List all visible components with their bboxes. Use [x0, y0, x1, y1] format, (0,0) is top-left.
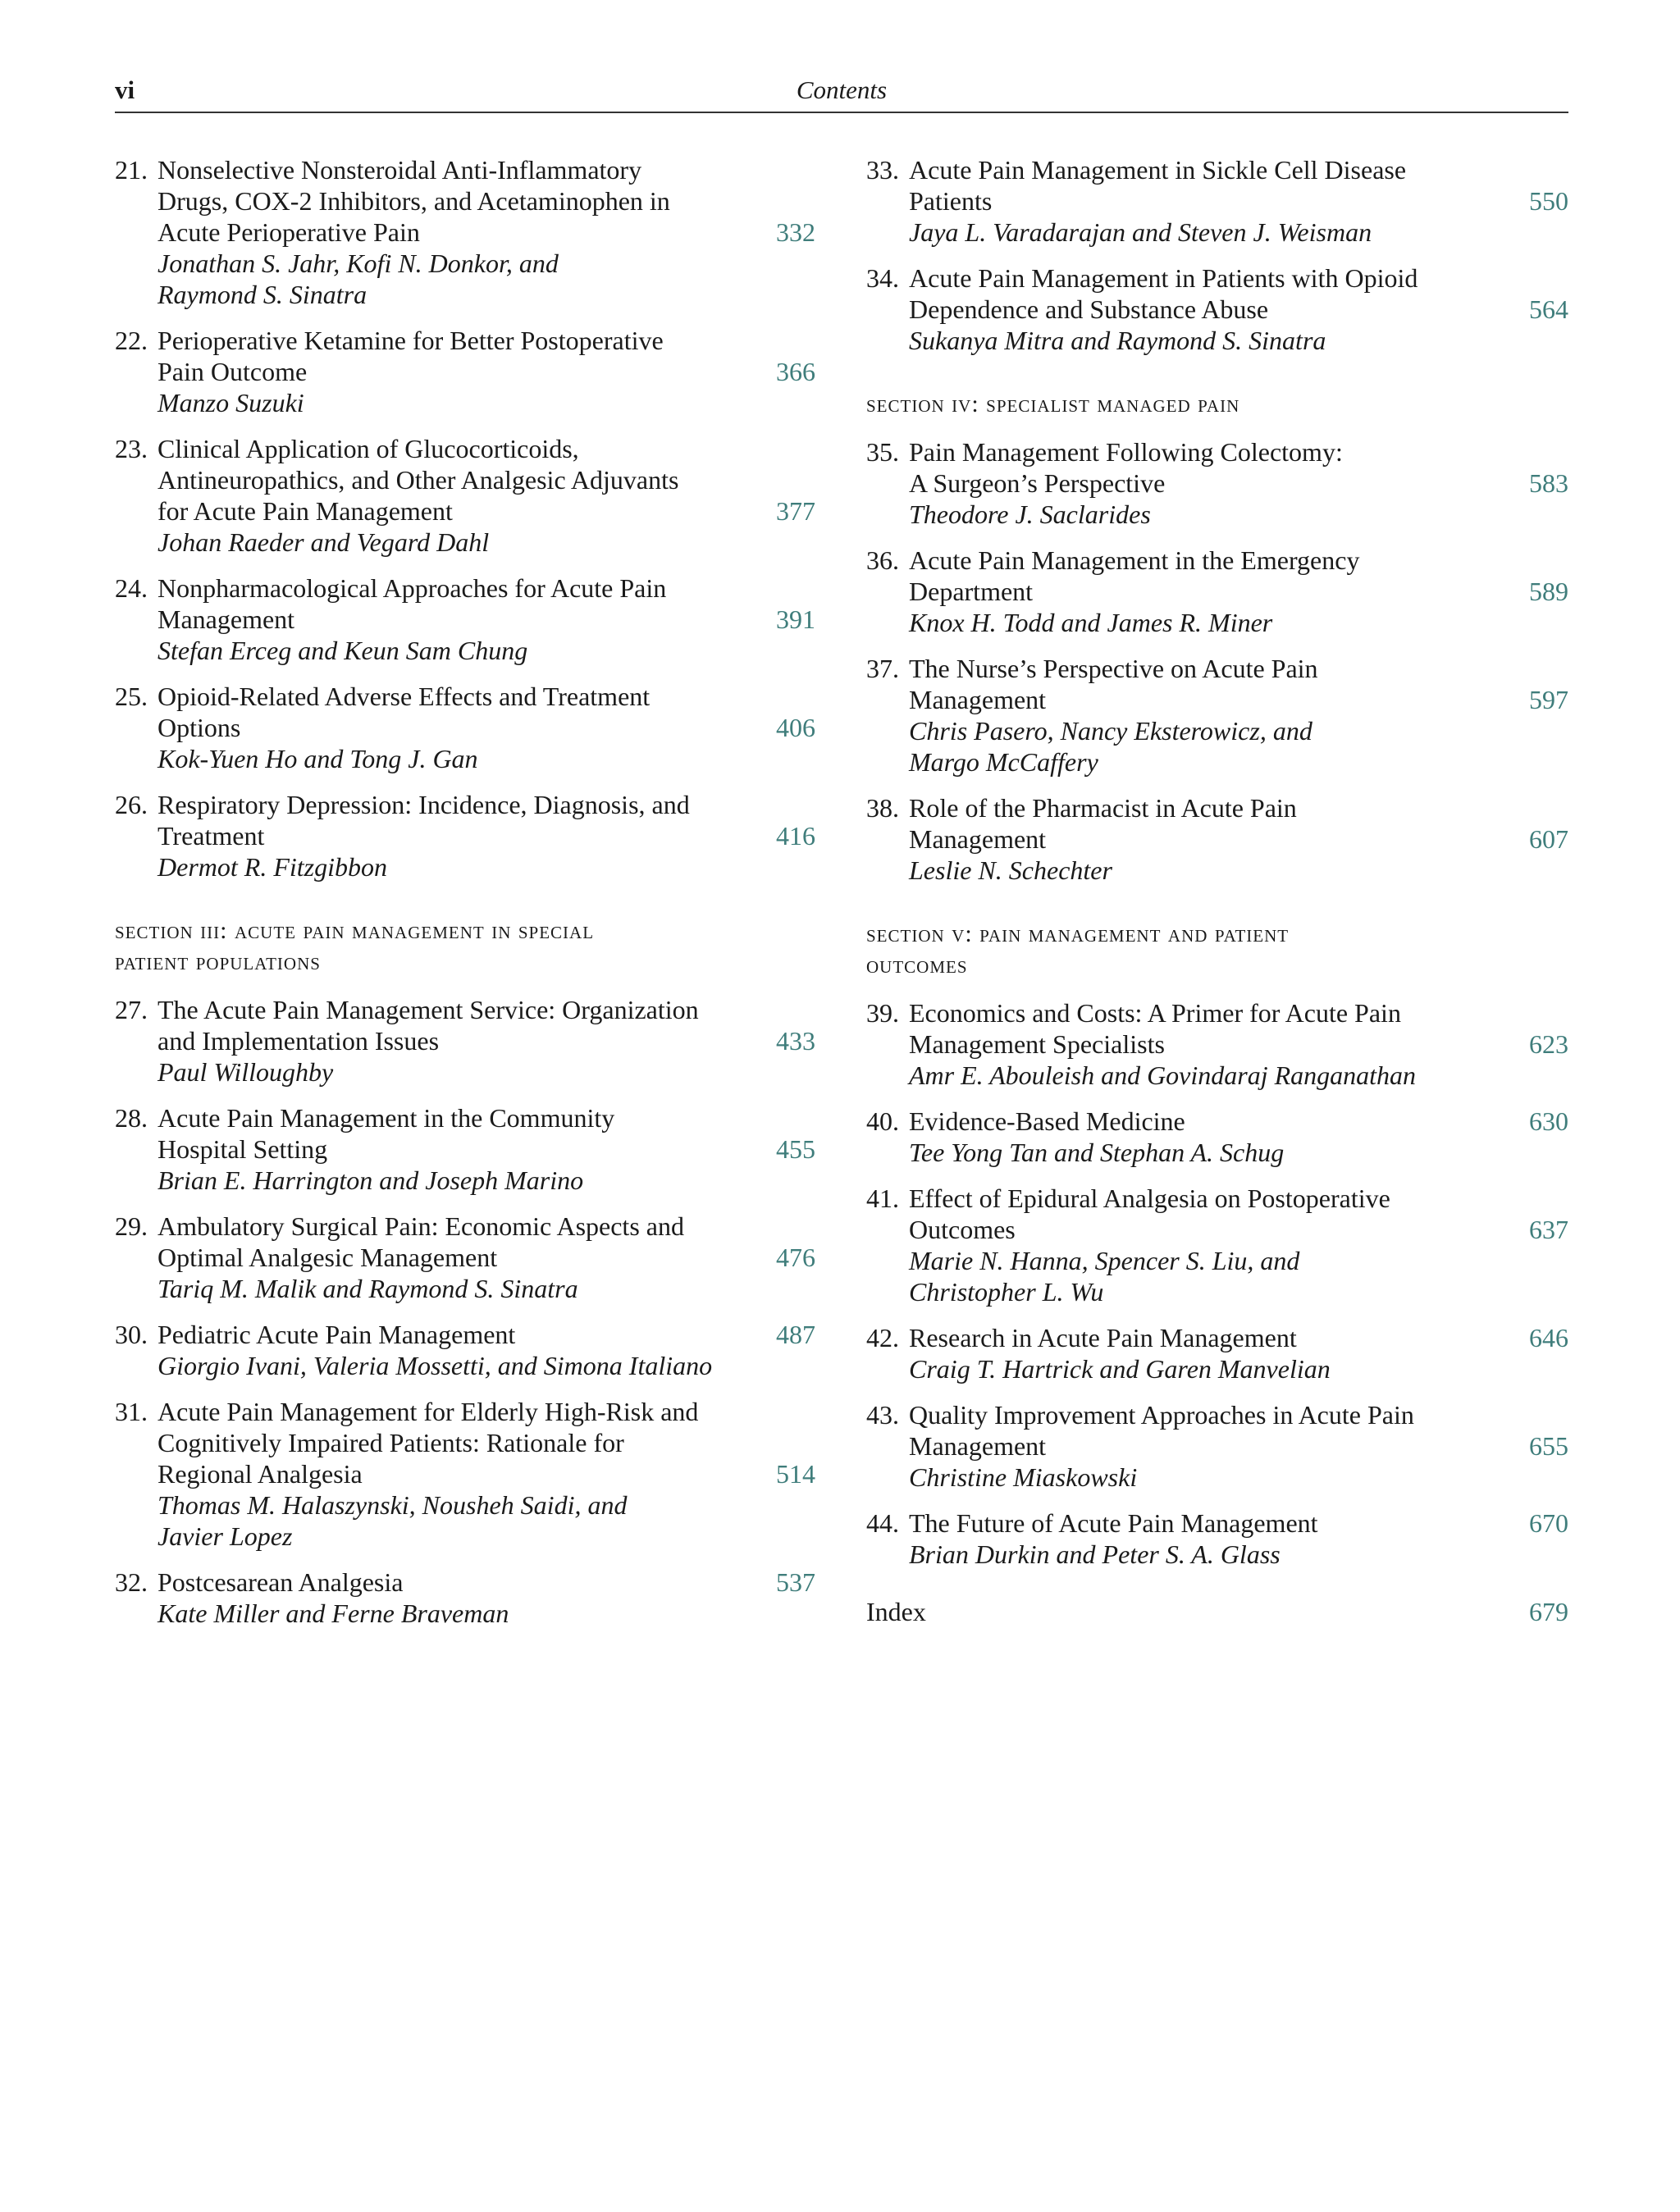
toc-entry[interactable] — [866, 1183, 1568, 1307]
chapter-body — [158, 994, 725, 1088]
chapter-title-line: Hospital Setting — [158, 1134, 328, 1164]
chapter-body — [909, 1322, 1478, 1384]
chapter-title-line: Effect of Epidural Analgesia on Postoperative — [909, 1184, 1390, 1213]
chapter-page-link[interactable]: 646 — [1529, 1323, 1568, 1352]
chapter-number: 26. — [115, 790, 148, 819]
chapter-authors-line: Margo McCaffery — [909, 747, 1098, 777]
chapter-page-link[interactable]: 391 — [776, 604, 815, 634]
chapter-number: 30. — [115, 1320, 148, 1349]
chapter-body — [909, 1507, 1478, 1570]
toc-entry[interactable] — [115, 1396, 815, 1552]
chapter-page-link[interactable]: 623 — [1529, 1029, 1568, 1059]
toc-entry[interactable] — [866, 1106, 1568, 1168]
chapter-title-line: Ambulatory Surgical Pain: Economic Aspects and — [158, 1211, 684, 1241]
chapter-number: 23. — [115, 434, 148, 463]
chapter-authors-line: Thomas M. Halaszynski, Nousheh Saidi, and — [158, 1490, 628, 1520]
chapter-title-line: The Acute Pain Management Service: Organization — [158, 995, 699, 1024]
toc-entry[interactable] — [866, 1507, 1568, 1570]
chapter-title-line: Economics and Costs: A Primer for Acute Pain — [909, 998, 1401, 1028]
chapter-page-link[interactable]: 476 — [776, 1243, 815, 1272]
chapter-title-line: Management — [909, 824, 1047, 854]
chapter-title-line: A Surgeon’s Perspective — [909, 468, 1166, 498]
chapter-body — [909, 545, 1478, 638]
chapter-authors-line: Brian E. Harrington and Joseph Marino — [158, 1165, 584, 1195]
chapter-number: 22. — [115, 326, 148, 355]
chapter-title-line: Acute Pain Management for Elderly High-Risk and — [158, 1397, 699, 1426]
chapter-title-line: Postcesarean Analgesia — [158, 1567, 404, 1597]
chapter-authors-line: Leslie N. Schechter — [909, 855, 1112, 885]
section-heading-line: outcomes — [866, 951, 968, 978]
toc-entry[interactable] — [866, 436, 1568, 530]
toc-entry[interactable] — [115, 789, 815, 883]
toc-entry[interactable] — [866, 997, 1568, 1091]
chapter-authors-line: Tee Yong Tan and Stephan A. Schug — [909, 1138, 1285, 1167]
chapter-number: 40. — [866, 1106, 899, 1136]
chapter-title-line: Role of the Pharmacist in Acute Pain — [909, 793, 1297, 823]
toc-entry[interactable] — [115, 154, 815, 310]
chapter-title-line: Pain Outcome — [158, 357, 308, 386]
chapter-number: 36. — [866, 545, 899, 575]
chapter-title-line: Nonselective Nonsteroidal Anti-Inflammatory — [158, 155, 642, 185]
section-heading — [866, 919, 1568, 981]
chapter-page-link[interactable]: 366 — [776, 357, 815, 386]
chapter-title-line: Opioid-Related Adverse Effects and Treatment — [158, 682, 651, 711]
chapter-authors-line: Stefan Erceg and Keun Sam Chung — [158, 636, 528, 665]
toc-entry[interactable] — [115, 1102, 815, 1196]
chapter-page-link[interactable]: 332 — [776, 217, 815, 247]
toc-entry[interactable] — [115, 572, 815, 666]
chapter-body — [909, 436, 1478, 530]
toc-entry[interactable] — [115, 325, 815, 418]
chapter-page-link[interactable]: 597 — [1529, 685, 1568, 714]
chapter-authors-line: Kok-Yuen Ho and Tong J. Gan — [158, 744, 478, 773]
chapter-title-line: Management Specialists — [909, 1029, 1165, 1059]
chapter-title-line: Management — [158, 604, 295, 634]
chapter-number: 29. — [115, 1211, 148, 1241]
chapter-authors-line: Amr E. Abouleish and Govindaraj Ranganathan — [909, 1060, 1417, 1090]
chapter-page-link[interactable]: 655 — [1529, 1431, 1568, 1461]
chapter-body — [909, 792, 1478, 886]
chapter-title-line: Pain Management Following Colectomy: — [909, 437, 1343, 467]
chapter-title-line: Outcomes — [909, 1215, 1016, 1244]
page-header — [115, 72, 1568, 113]
chapter-body — [158, 681, 725, 774]
chapter-body — [158, 789, 725, 883]
chapter-title-line: Cognitively Impaired Patients: Rationale for — [158, 1428, 624, 1457]
chapter-authors-line: Sukanya Mitra and Raymond S. Sinatra — [909, 326, 1326, 355]
chapter-authors-line: Tariq M. Malik and Raymond S. Sinatra — [158, 1274, 578, 1303]
index-page-link[interactable]: 679 — [1529, 1597, 1568, 1626]
toc-entry[interactable] — [866, 154, 1568, 248]
chapter-authors-line: Jaya L. Varadarajan and Steven J. Weisman — [909, 217, 1372, 247]
chapter-page-link[interactable]: 550 — [1529, 186, 1568, 216]
toc-entry[interactable] — [866, 1399, 1568, 1493]
chapter-number: 32. — [115, 1567, 148, 1597]
toc-entry[interactable] — [866, 653, 1568, 778]
chapter-title-line: Acute Pain Management in Sickle Cell Disease — [909, 155, 1407, 185]
chapter-title-line: Acute Pain Management in the Community — [158, 1103, 615, 1133]
chapter-title-line: Pediatric Acute Pain Management — [158, 1320, 516, 1349]
chapter-authors-line: Raymond S. Sinatra — [158, 280, 368, 309]
chapter-title-line: Options — [158, 713, 241, 742]
chapter-body — [158, 154, 725, 310]
chapter-body — [158, 1567, 725, 1629]
index-label: Index — [866, 1597, 926, 1626]
toc-entry[interactable] — [115, 1567, 815, 1629]
index-entry[interactable] — [866, 1596, 1568, 1627]
chapter-number: 33. — [866, 155, 899, 185]
chapter-authors-line: Jonathan S. Jahr, Kofi N. Donkor, and — [158, 249, 559, 278]
chapter-number: 24. — [115, 573, 148, 603]
chapter-title-line: Optimal Analgesic Management — [158, 1243, 498, 1272]
chapter-title-line: Perioperative Ketamine for Better Postoperative — [158, 326, 664, 355]
toc-entry[interactable] — [866, 262, 1568, 356]
running-head: Contents — [796, 75, 888, 104]
chapter-authors-line: Paul Willoughby — [158, 1057, 334, 1087]
chapter-page-link[interactable]: 630 — [1529, 1106, 1568, 1136]
chapter-title-line: Management — [909, 685, 1047, 714]
chapter-page-link[interactable]: 487 — [776, 1320, 815, 1349]
chapter-page-link[interactable]: 589 — [1529, 577, 1568, 606]
chapter-title-line: Management — [909, 1431, 1047, 1461]
chapter-number: 43. — [866, 1400, 899, 1430]
chapter-body — [909, 653, 1478, 778]
toc-entry[interactable] — [115, 681, 815, 774]
section-heading-line: section v: pain management and patient — [866, 920, 1290, 947]
chapter-authors-line: Craig T. Hartrick and Garen Manvelian — [909, 1354, 1331, 1384]
chapter-title-line: Department — [909, 577, 1034, 606]
chapter-authors-line: Kate Miller and Ferne Braveman — [158, 1599, 509, 1628]
chapter-title-line: Patients — [909, 186, 993, 216]
chapter-title-line: and Implementation Issues — [158, 1026, 440, 1056]
chapter-authors-line: Christopher L. Wu — [909, 1277, 1104, 1307]
chapter-authors-line: Christine Miaskowski — [909, 1462, 1138, 1492]
chapter-number: 41. — [866, 1184, 899, 1213]
chapter-title-line: Research in Acute Pain Management — [909, 1323, 1297, 1352]
chapter-page-link[interactable]: 607 — [1529, 824, 1568, 854]
toc-entry[interactable] — [866, 545, 1568, 638]
chapter-body — [158, 1102, 725, 1196]
toc-right-column — [866, 154, 1568, 1627]
chapter-number: 37. — [866, 654, 899, 683]
chapter-body — [909, 262, 1478, 356]
chapter-number: 25. — [115, 682, 148, 711]
chapter-number: 21. — [115, 155, 148, 185]
chapter-authors-line: Manzo Suzuki — [158, 388, 304, 417]
chapter-page-link[interactable]: 537 — [776, 1567, 815, 1597]
chapter-body — [909, 1399, 1478, 1493]
chapter-body — [158, 1319, 725, 1381]
toc-entry[interactable] — [115, 433, 815, 558]
chapter-title-line: Evidence-Based Medicine — [909, 1106, 1185, 1136]
section-heading-line: patient populations — [115, 948, 321, 975]
toc-entry[interactable] — [115, 1319, 815, 1381]
chapter-title-line: The Nurse’s Perspective on Acute Pain — [909, 654, 1318, 683]
chapter-number: 31. — [115, 1397, 148, 1426]
chapter-title-line: Acute Pain Management in the Emergency — [909, 545, 1360, 575]
chapter-authors-line: Marie N. Hanna, Spencer S. Liu, and — [909, 1246, 1300, 1275]
chapter-page-link[interactable]: 406 — [776, 713, 815, 742]
chapter-authors-line: Chris Pasero, Nancy Eksterowicz, and — [909, 716, 1312, 746]
chapter-title-line: Quality Improvement Approaches in Acute Pain — [909, 1400, 1414, 1430]
chapter-title-line: Dependence and Substance Abuse — [909, 294, 1269, 324]
chapter-number: 35. — [866, 437, 899, 467]
section-heading — [866, 389, 1568, 420]
chapter-page-link[interactable]: 564 — [1529, 294, 1568, 324]
chapter-number: 44. — [866, 1508, 899, 1538]
chapter-page-link[interactable]: 670 — [1529, 1508, 1568, 1538]
chapter-body — [158, 1396, 725, 1552]
chapter-body — [158, 1211, 725, 1304]
section-heading-line: section iv: specialist managed pain — [866, 390, 1240, 417]
chapter-title-line: Acute Pain Management in Patients with Opioid — [909, 263, 1418, 293]
chapter-number: 34. — [866, 263, 899, 293]
chapter-body — [158, 325, 725, 418]
chapter-title-line: Respiratory Depression: Incidence, Diagnosis, and — [158, 790, 690, 819]
chapter-number: 42. — [866, 1323, 899, 1352]
chapter-body — [909, 154, 1478, 248]
chapter-title-line: for Acute Pain Management — [158, 496, 453, 526]
chapter-page-link[interactable]: 514 — [776, 1459, 815, 1489]
chapter-page-link[interactable]: 416 — [776, 821, 815, 851]
chapter-authors-line: Johan Raeder and Vegard Dahl — [158, 527, 490, 557]
chapter-authors-line: Theodore J. Saclarides — [909, 499, 1151, 529]
chapter-title-line: The Future of Acute Pain Management — [909, 1508, 1318, 1538]
chapter-page-link[interactable]: 377 — [776, 496, 815, 526]
chapter-number: 38. — [866, 793, 899, 823]
chapter-page-link[interactable]: 637 — [1529, 1215, 1568, 1244]
toc-entry[interactable] — [866, 1322, 1568, 1384]
section-heading-line: section iii: acute pain management in special — [115, 917, 595, 944]
toc-entry[interactable] — [115, 994, 815, 1088]
chapter-authors-line: Dermot R. Fitzgibbon — [158, 852, 387, 882]
chapter-body — [158, 572, 725, 666]
toc-entry[interactable] — [115, 1211, 815, 1304]
chapter-body — [909, 1183, 1478, 1307]
chapter-title-line: Treatment — [158, 821, 265, 851]
chapter-body — [158, 433, 725, 558]
chapter-body — [909, 997, 1478, 1091]
chapter-title-line: Clinical Application of Glucocorticoids, — [158, 434, 579, 463]
section-heading — [115, 915, 815, 978]
toc-left-column — [115, 154, 815, 1644]
chapter-authors-line: Brian Durkin and Peter S. A. Glass — [909, 1539, 1281, 1569]
chapter-number: 39. — [866, 998, 899, 1028]
page-number: vi — [115, 75, 135, 104]
chapter-page-link[interactable]: 455 — [776, 1134, 815, 1164]
chapter-authors-line: Javier Lopez — [158, 1521, 293, 1551]
chapter-number: 28. — [115, 1103, 148, 1133]
chapter-authors-line: Knox H. Todd and James R. Miner — [909, 608, 1273, 637]
chapter-title-line: Acute Perioperative Pain — [158, 217, 420, 247]
chapter-title-line: Drugs, COX-2 Inhibitors, and Acetaminophen in — [158, 186, 670, 216]
chapter-page-link[interactable]: 433 — [776, 1026, 815, 1056]
chapter-body — [909, 1106, 1478, 1168]
chapter-title-line: Regional Analgesia — [158, 1459, 363, 1489]
chapter-title-line: Antineuropathics, and Other Analgesic Adjuvants — [158, 465, 679, 495]
chapter-page-link[interactable]: 583 — [1529, 468, 1568, 498]
chapter-title-line: Nonpharmacological Approaches for Acute Pain — [158, 573, 667, 603]
toc-entry[interactable] — [866, 792, 1568, 886]
chapter-number: 27. — [115, 995, 148, 1024]
chapter-authors-line: Giorgio Ivani, Valeria Mossetti, and Simona Italiano — [158, 1351, 713, 1380]
